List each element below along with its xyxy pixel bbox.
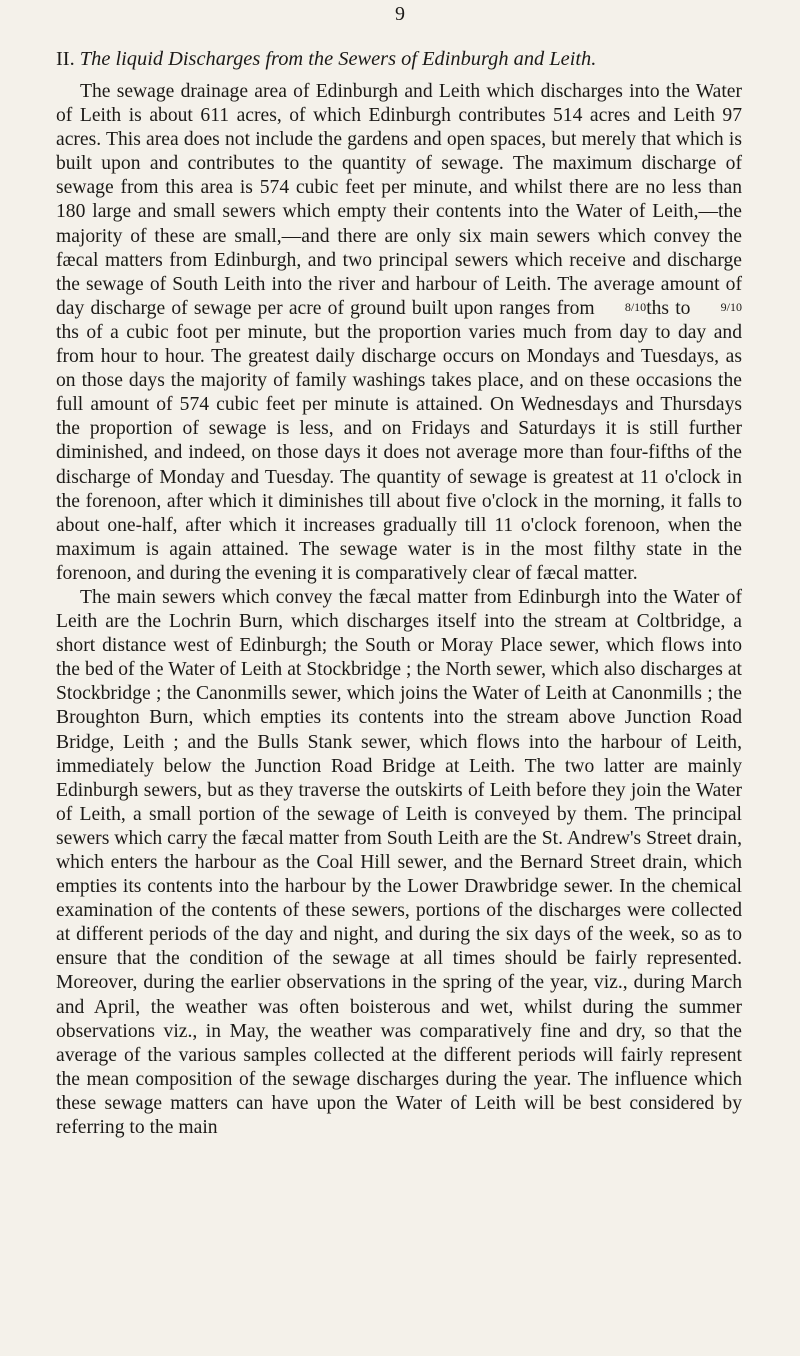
section-title: The liquid Discharges from the Sewers of Edinburgh and Leith.	[79, 48, 597, 70]
paragraph-1-text-b: ths to	[646, 297, 691, 319]
paragraph-drainage-area	[56, 80, 742, 586]
paragraph-1-text-a: The sewage drainage area of Edinburgh and Leith which discharges into the Water of Leith is about 611 acres, of which Edinburgh contributes 514 acres and Leith 97 acres. This area does not include the gardens and open spaces, but merely that which is built upon and contributes to the quantity of sewage. The maximum discharge of sewage from this area is 574 cubic feet per minute, and whilst there are no less than 180 large and small sewers which empty their contents into the Water of Leith,—the majority of these are small,—and there are only six main sewers which convey the fæcal matters from Edinburgh, and two principal sewers which receive and discharge the sewage of South Leith into the river and harbour of Leith. The average amount of day discharge of sewage per acre of ground built upon ranges from	[56, 81, 742, 319]
section-number: II.	[56, 48, 75, 70]
fraction-eight-tenths: 8/10	[624, 299, 647, 314]
fraction-nine-tenths: 9/10	[720, 299, 742, 314]
page-content	[56, 44, 742, 1140]
page-number: 9	[395, 3, 405, 25]
section-heading	[56, 44, 742, 74]
paragraph-main-sewers: The main sewers which convey the fæcal matter from Edinburgh into the Water of Leith are the Lochrin Burn, which discharges itself into the stream at Coltbridge, a short distance west of Edinburgh; the South or Moray Place sewer, which flows into the bed of the Water of Leith at Stockbridge ; the North sewer, which also discharges at Stockbridge ; the Canonmills sewer, which joins the Water of Leith at Canonmills ; the Broughton Burn, which empties its contents into the stream above Junction Road Bridge, Leith ; and the Bulls Stank sewer, which flows into the harbour of Leith, immediately below the Junction Road Bridge at Leith. The two latter are mainly Edinburgh sewers, but as they traverse the outskirts of Leith before they join the Water of Leith, a small portion of the sewage of Leith is conveyed by them. The principal sewers which carry the fæcal matter from South Leith are the St. Andrew's Street drain, which enters the harbour as the Coal Hill sewer, and the Bernard Street drain, which empties its contents into the harbour by the Lower Drawbridge sewer. In the chemical examination of the contents of these sewers, portions of the discharges were collected at different periods of the day and night, and during the six days of the week, so as to ensure that the condition of the sewage at all times should be fairly represented. Moreover, during the earlier observations in the spring of the year, viz., during March and April, the weather was often boisterous and wet, whilst during the summer observations viz., in May, the weather was comparatively fine and dry, so that the average of the various samples collected at the different periods will fairly represent the mean composition of the sewage discharges during the year. The influence which these sewage matters can have upon the Water of Leith will be best considered by referring to the main	[56, 586, 742, 1139]
paragraph-1-text-c: ths of a cubic foot per minute, but the proportion varies much from day to day and from hour to hour. The greatest daily discharge occurs on Mondays and Tuesdays, as on those days the majority of family washings takes place, and on these occasions the full amount of 574 cubic feet per minute is attained. On Wednesdays and Thursdays the proportion of sewage is less, and on Fridays and Saturdays it is still further diminished, and indeed, on those days it does not average more than four-fifths of the discharge of Monday and Tuesday. The quantity of sewage is greatest at 11 o'clock in the forenoon, after which it diminishes till about five o'clock in the morning, it falls to about one-half, after which it increases gradually till 11 o'clock forenoon, when the maximum is again attained. The sewage water is in the most filthy state in the forenoon, and during the evening it is comparatively clear of fæcal matter.	[56, 321, 742, 584]
